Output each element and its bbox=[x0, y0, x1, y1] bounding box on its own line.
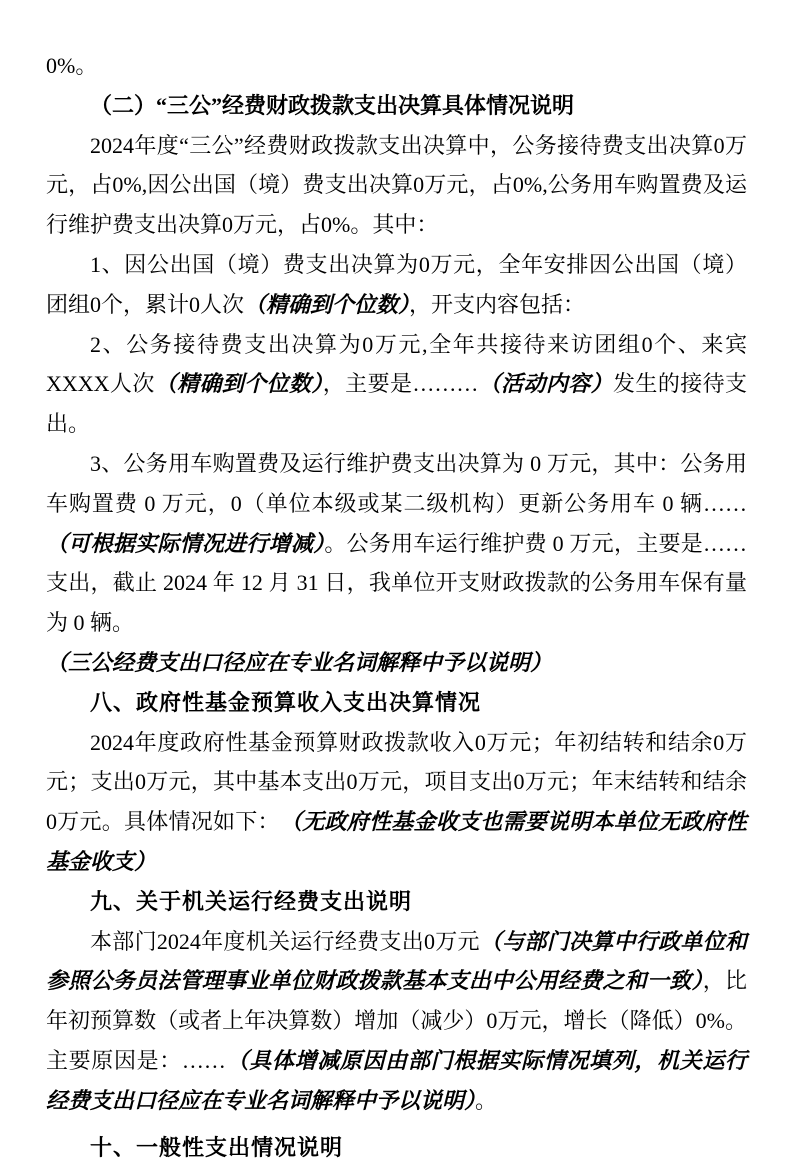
paragraph-continuation bbox=[46, 46, 747, 86]
text-run: 发生的接待支出。 bbox=[46, 371, 747, 437]
heading-section-8 bbox=[46, 683, 747, 723]
emphasis-run: （三公经费支出口径应在专业名词解释中予以说明） bbox=[46, 649, 553, 675]
emphasis-run: （可根据实际情况进行增减） bbox=[46, 530, 325, 556]
text-run: 2024年度“三公”经费财政拨款支出决算中，公务接待费支出决算0万元，占0%,因公出国（境）费支出决算0万元，占0%,公务用车购置费及运行维护费支出决算0万元，占0%。其中： bbox=[46, 132, 747, 238]
emphasis-run: （具体增减原因由部门根据实际情况填列，机关运行经费支出口径应在专业名词解释中予以说明） bbox=[46, 1047, 747, 1113]
heading-text: 九、关于机关运行经费支出说明 bbox=[90, 888, 413, 914]
text-run: 2、公务接待费支出决算为0万元,全年共接待来访团组0个、来宾XXXX人次 bbox=[46, 331, 747, 397]
text-run: 1、因公出国（境）费支出决算为0万元，全年安排因公出国（境）团组0个，累计0人次 bbox=[46, 251, 747, 317]
emphasis-run: （无政府性基金收支也需要说明本单位无政府性基金收支） bbox=[46, 809, 747, 874]
text-run: 0%。 bbox=[46, 53, 98, 78]
note-three-public-caliber bbox=[46, 643, 747, 683]
emphasis-run: （精确到个位数） bbox=[244, 291, 410, 317]
emphasis-run: （精确到个位数） bbox=[154, 371, 323, 397]
text-run: ，比年初预算数（或者上年决算数）增加（减少）0万元，增长（降低）0%。主要原因是：…… bbox=[46, 968, 747, 1073]
paragraph-gov-fund bbox=[46, 723, 747, 882]
heading-text: （二）“三公”经费财政拨款支出决算具体情况说明 bbox=[90, 92, 575, 118]
paragraph-item-3-vehicles bbox=[46, 444, 747, 643]
text-run: 2024年度政府性基金预算财政拨款收入0万元；年初结转和结余0万元；支出0万元，其中基本支出0万元，项目支出0万元；年末结转和结余0万元。具体情况如下： bbox=[46, 729, 747, 835]
text-run: ，开支内容包括： bbox=[409, 291, 586, 317]
text-run: 。 bbox=[475, 1087, 498, 1113]
paragraph-item-1-abroad bbox=[46, 245, 747, 325]
emphasis-run: （与部门决算中行政单位和参照公务员法管理事业单位财政拨款基本支出中公用经费之和一致） bbox=[46, 928, 747, 994]
text-run: 。公务用车运行维护费 0 万元，主要是……支出，截止 2024 年 12 月 31 日，我单位开支财政拨款的公务用车保有量为 0 辆。 bbox=[46, 530, 747, 636]
heading-text: 十、一般性支出情况说明 bbox=[90, 1134, 344, 1160]
paragraph-item-2-reception bbox=[46, 325, 747, 444]
paragraph-three-public-summary bbox=[46, 126, 747, 245]
text-run: 3、公务用车购置费及运行维护费支出决算为 0 万元，其中：公务用车购置费 0 万元，0（单位本级或某二级机构）更新公务用车 0 辆…… bbox=[46, 450, 747, 516]
heading-section-10 bbox=[46, 1128, 747, 1167]
emphasis-run: （活动内容） bbox=[478, 371, 614, 397]
text-run: ，主要是……… bbox=[322, 371, 479, 397]
heading-section-2 bbox=[46, 86, 747, 126]
heading-text: 八、政府性基金预算收入支出决算情况 bbox=[90, 689, 482, 715]
text-run: 本部门2024年度机关运行经费支出0万元 bbox=[90, 928, 480, 954]
heading-section-9 bbox=[46, 882, 747, 922]
paragraph-operating-expense bbox=[46, 922, 747, 1121]
